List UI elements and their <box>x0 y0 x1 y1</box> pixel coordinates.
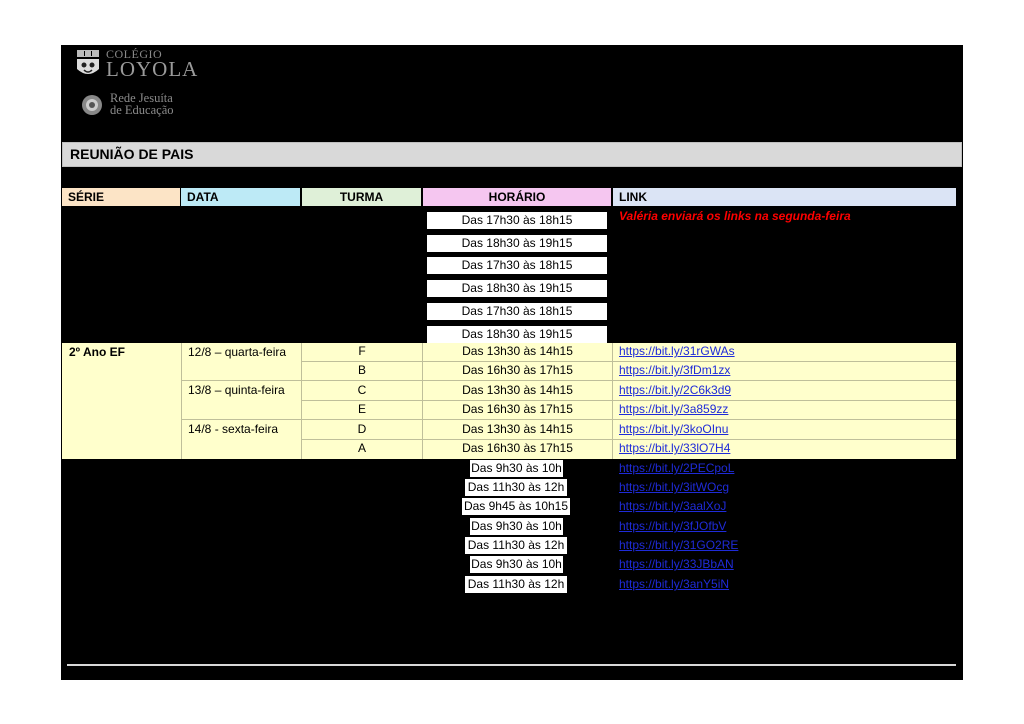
logo-text-educacao: de Educação <box>110 103 174 117</box>
meeting-link[interactable]: https://bit.ly/3aalXoJ <box>619 499 727 513</box>
document-sheet <box>61 45 963 680</box>
turma-cell: B <box>357 363 366 377</box>
logo-text-rede: Rede Jesuíta <box>110 91 173 105</box>
header-serie: SÉRIE <box>62 188 180 206</box>
meeting-link[interactable]: https://bit.ly/3itWOcg <box>619 480 730 494</box>
turma-cell: C <box>357 383 367 397</box>
time-box: Das 11h30 às 12h <box>465 537 567 554</box>
turma-cell: F <box>358 344 366 358</box>
meeting-link[interactable]: https://bit.ly/3anY5iN <box>619 577 730 591</box>
meeting-link[interactable]: https://bit.ly/33lO7H4 <box>619 441 731 455</box>
logo-text-loyola: LOYOLA <box>106 57 199 81</box>
time-box: Das 11h30 às 12h <box>465 576 567 593</box>
time-box: Das 9h45 às 10h15 <box>463 499 569 513</box>
header-link: LINK <box>613 188 956 206</box>
horario-cell: Das 16h30 às 17h15 <box>462 363 573 377</box>
school-logo <box>76 47 216 121</box>
meeting-link[interactable]: https://bit.ly/2C6k3d9 <box>619 383 732 397</box>
time-box: Das 9h30 às 10h <box>471 461 562 475</box>
time-box: Das 17h30 às 18h15 <box>427 212 607 229</box>
time-box: Das 9h30 às 10h <box>471 557 562 571</box>
header-data: DATA <box>181 188 300 206</box>
meeting-link[interactable]: https://bit.ly/2PECpoL <box>619 461 735 475</box>
turma-cell: E <box>357 402 366 416</box>
date-label: 13/8 – quinta-feira <box>188 383 285 397</box>
logo-text-colegio: COLÉGIO <box>106 47 163 61</box>
header-turma: TURMA <box>302 188 421 206</box>
meeting-link[interactable]: https://bit.ly/3fJOfbV <box>619 519 727 533</box>
turma-cell: D <box>357 422 367 436</box>
sun-emblem-icon <box>81 94 103 116</box>
meeting-link[interactable]: https://bit.ly/31rGWAs <box>619 344 735 358</box>
date-label: 14/8 - sexta-feira <box>188 422 279 436</box>
time-box: Das 18h30 às 19h15 <box>427 280 607 297</box>
header-horario: HORÁRIO <box>423 188 611 206</box>
serie-label: 2º Ano EF <box>69 345 125 359</box>
page-title: REUNIÃO DE PAIS <box>62 142 962 167</box>
meeting-link[interactable]: https://bit.ly/3fDm1zx <box>619 363 731 377</box>
links-note: Valéria enviará os links na segunda-feira <box>619 209 851 223</box>
time-box: Das 11h30 às 12h <box>465 479 567 496</box>
time-box: Das 17h30 às 18h15 <box>427 303 607 320</box>
time-box: Das 9h30 às 10h <box>471 519 562 533</box>
date-label: 12/8 – quarta-feira <box>188 345 287 359</box>
meeting-link[interactable]: https://bit.ly/31GO2RE <box>619 538 739 552</box>
turma-cell: A <box>357 441 366 455</box>
horario-cell: Das 13h30 às 14h15 <box>462 383 573 397</box>
horario-cell: Das 13h30 às 14h15 <box>462 422 573 436</box>
time-box: Das 18h30 às 19h15 <box>427 235 607 252</box>
crest-icon <box>76 49 100 79</box>
meeting-link[interactable]: https://bit.ly/3koOInu <box>619 422 729 436</box>
time-box: Das 18h30 às 19h15 <box>427 326 607 343</box>
time-box: Das 17h30 às 18h15 <box>427 257 607 274</box>
footer-divider <box>67 664 956 666</box>
meeting-link[interactable]: https://bit.ly/3a859zz <box>619 402 729 416</box>
horario-cell: Das 13h30 às 14h15 <box>462 344 573 358</box>
horario-cell: Das 16h30 às 17h15 <box>462 402 573 416</box>
meeting-link[interactable]: https://bit.ly/33JBbAN <box>619 557 734 571</box>
horario-cell: Das 16h30 às 17h15 <box>462 441 573 455</box>
